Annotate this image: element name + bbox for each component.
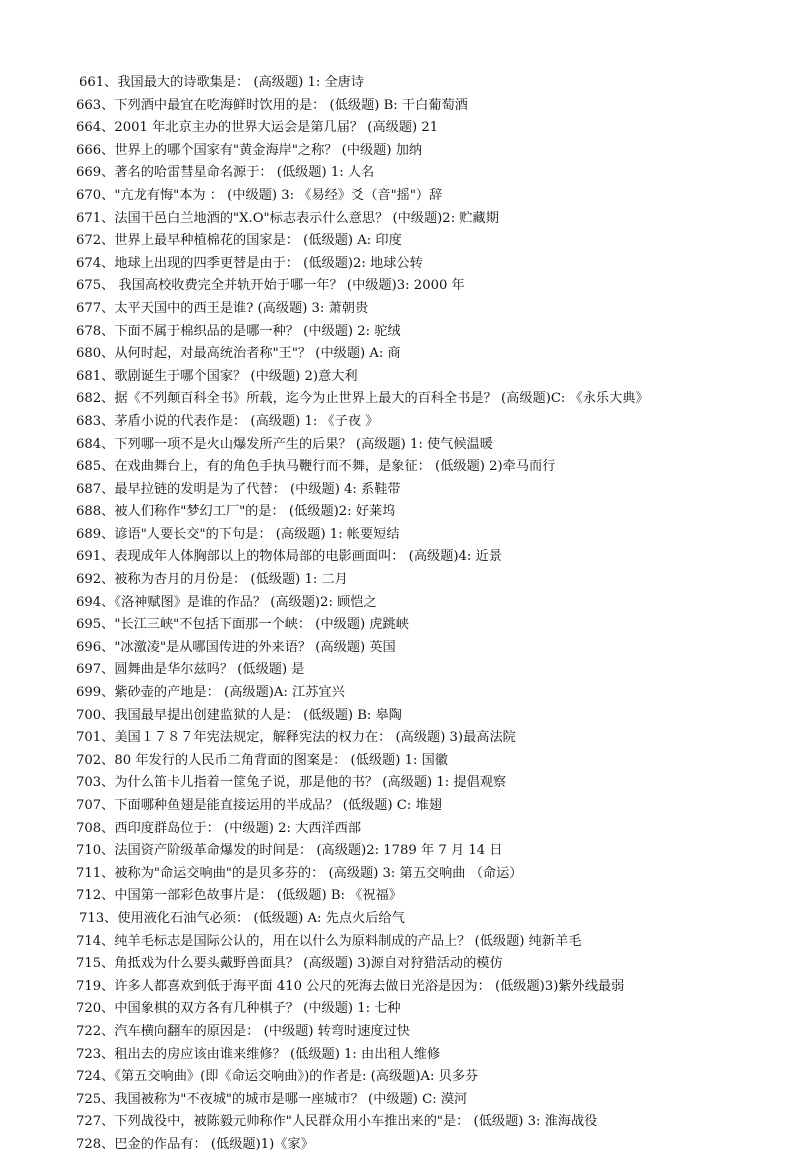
question-line: 703、为什么笛卡儿指着一筐兔子说，那是他的书？ (高级题) 1: 提倡观察 <box>76 775 507 791</box>
question-line: 712、中国第一部彩色故事片是： (低级题) B: 《祝福》 <box>76 888 402 904</box>
question-line: 694、《洛神赋图》是谁的作品？ (高级题)2: 顾恺之 <box>76 594 377 610</box>
question-line: 678、下面不属于棉织品的是哪一种？ (中级题) 2: 驼绒 <box>76 323 401 339</box>
question-line: 699、紫砂壶的产地是： (高级题)A: 江苏宜兴 <box>76 685 345 701</box>
question-line: 714、纯羊毛标志是国际公认的，用在以什么为原料制成的产品上？ (低级题) 纯新羊毛 <box>76 933 582 949</box>
question-line: 681、歌剧诞生于哪个国家？ (中级题) 2)意大利 <box>76 368 358 384</box>
question-line: 720、中国象棋的双方各有几种棋子？ (中级题) 1: 七种 <box>76 1001 401 1017</box>
question-line: 701、美国１７８７年宪法规定，解释宪法的权力在： (高级题) 3)最高法院 <box>76 730 516 746</box>
question-line: 715、角抵戏为什么要头戴野兽面具？ (高级题) 3)源自对狩猎活动的模仿 <box>76 956 503 972</box>
question-line: 689、谚语"人要长交"的下句是： (高级题) 1: 帐要短结 <box>76 526 400 542</box>
question-line: 691、表现成年人体胸部以上的物体局部的电影画面叫： (高级题)4: 近景 <box>76 549 502 565</box>
question-line: 669、著名的哈雷彗星命名源于： (低级题) 1: 人名 <box>76 165 375 181</box>
question-line: 672、世界上最早种植棉花的国家是： (低级题) A: 印度 <box>76 233 402 249</box>
question-line: 713、使用液化石油气必须： (低级题) A: 先点火后给气 <box>79 910 405 926</box>
question-line: 663、下列酒中最宜在吃海鲜时饮用的是： (低级题) B: 干白葡萄酒 <box>76 97 468 113</box>
question-line: 725、我国被称为"不夜城"的城市是哪一座城市？ (中级题) C: 漠河 <box>76 1091 468 1107</box>
question-line: 723、租出去的房应该由谁来维修？ (低级题) 1: 由出租人维修 <box>76 1046 441 1062</box>
question-line: 719、许多人都喜欢到低于海平面 410 公尺的死海去做日光浴是因为： (低级题)3)紫外线最弱 <box>76 978 625 994</box>
question-line: 675、 我国高校收费完全并轨开始于哪一年？ (中级题)3: 2000 年 <box>76 278 465 294</box>
question-line: 677、太平天国中的西王是谁? (高级题) 3: 萧朝贵 <box>76 300 369 316</box>
question-line: 688、被人们称作"梦幻工厂"的是： (低级题)2: 好莱坞 <box>76 504 396 520</box>
question-line: 710、法国资产阶级革命爆发的时间是： (高级题)2: 1789 年 7 月 14 日 <box>76 843 503 859</box>
document-body <box>0 72 794 1157</box>
question-line: 684、下列哪一项不是火山爆发所产生的后果？ (高级题) 1: 使气候温暖 <box>76 436 493 452</box>
question-line: 661、我国最大的诗歌集是： (高级题) 1: 全唐诗 <box>79 75 365 90</box>
question-line: 724、《第五交响曲》(即《命运交响曲》)的作者是: (高级题)A: 贝多芬 <box>76 1069 479 1085</box>
question-line: 683、茅盾小说的代表作是： (高级题) 1: 《子夜 》 <box>76 413 379 429</box>
question-line: 702、80 年发行的人民币二角背面的图案是： (低级题) 1: 国徽 <box>76 752 448 768</box>
question-line: 670、"亢龙有悔"本为 ： (中级题) 3: 《易经》爻（音"摇"）辞 <box>76 187 443 203</box>
question-line: 697、圆舞曲是华尔兹吗？ (低级题) 是 <box>76 662 305 678</box>
question-line: 685、在戏曲舞台上，有的角色手执马鞭行而不舞，是象征： (低级题) 2)牵马而行 <box>76 459 556 475</box>
question-line: 682、据《不列颠百科全书》所载，迄今为止世界上最大的百科全书是？ (高级题)C: 《永乐大典》 <box>76 391 649 407</box>
question-line: 707、下面哪种鱼翅是能直接运用的半成品？ (低级题) C: 堆翅 <box>76 798 442 813</box>
question-line: 664、2001 年北京主办的世界大运会是第几届？ (高级题) 21 <box>76 120 439 136</box>
question-line: 728、巴金的作品有： (低级题)1)《家》 <box>76 1136 314 1152</box>
question-line: 695、"长江三峡"不包括下面那一个峡： (中级题) 虎跳峡 <box>76 617 409 633</box>
question-line: 727、下列战役中，被陈毅元帅称作"人民群众用小车推出来的"是： (低级题) 3: 淮海战役 <box>76 1114 598 1130</box>
question-line: 671、法国干邑白兰地酒的"X.O"标志表示什么意思？ (中级题)2: 贮藏期 <box>76 210 499 226</box>
question-line: 680、从何时起，对最高统治者称"王"？ (中级题) A: 商 <box>76 346 401 362</box>
question-line: 711、被称为"命运交响曲"的是贝多芬的： (高级题) 3: 第五交响曲 （命运） <box>76 865 523 881</box>
question-line: 708、西印度群岛位于： (中级题) 2: 大西洋西部 <box>76 820 362 836</box>
question-line: 696、"冰激凌"是从哪国传进的外来语？ (高级题) 英国 <box>76 639 396 655</box>
question-line: 687、最早拉链的发明是为了代替： (中级题) 4: 系鞋带 <box>76 481 401 497</box>
question-line: 700、我国最早提出创建监狱的人是： (低级题) B: 皋陶 <box>76 707 402 723</box>
question-line: 666、世界上的哪个国家有"黄金海岸"之称？ (中级题) 加纳 <box>76 142 423 158</box>
question-line: 722、汽车横向翻车的原因是： (中级题) 转弯时速度过快 <box>76 1023 410 1039</box>
question-line: 692、被称为杏月的月份是： (低级题) 1: 二月 <box>76 572 348 588</box>
question-line: 674、地球上出现的四季更替是由于： (低级题)2: 地球公转 <box>76 255 423 271</box>
